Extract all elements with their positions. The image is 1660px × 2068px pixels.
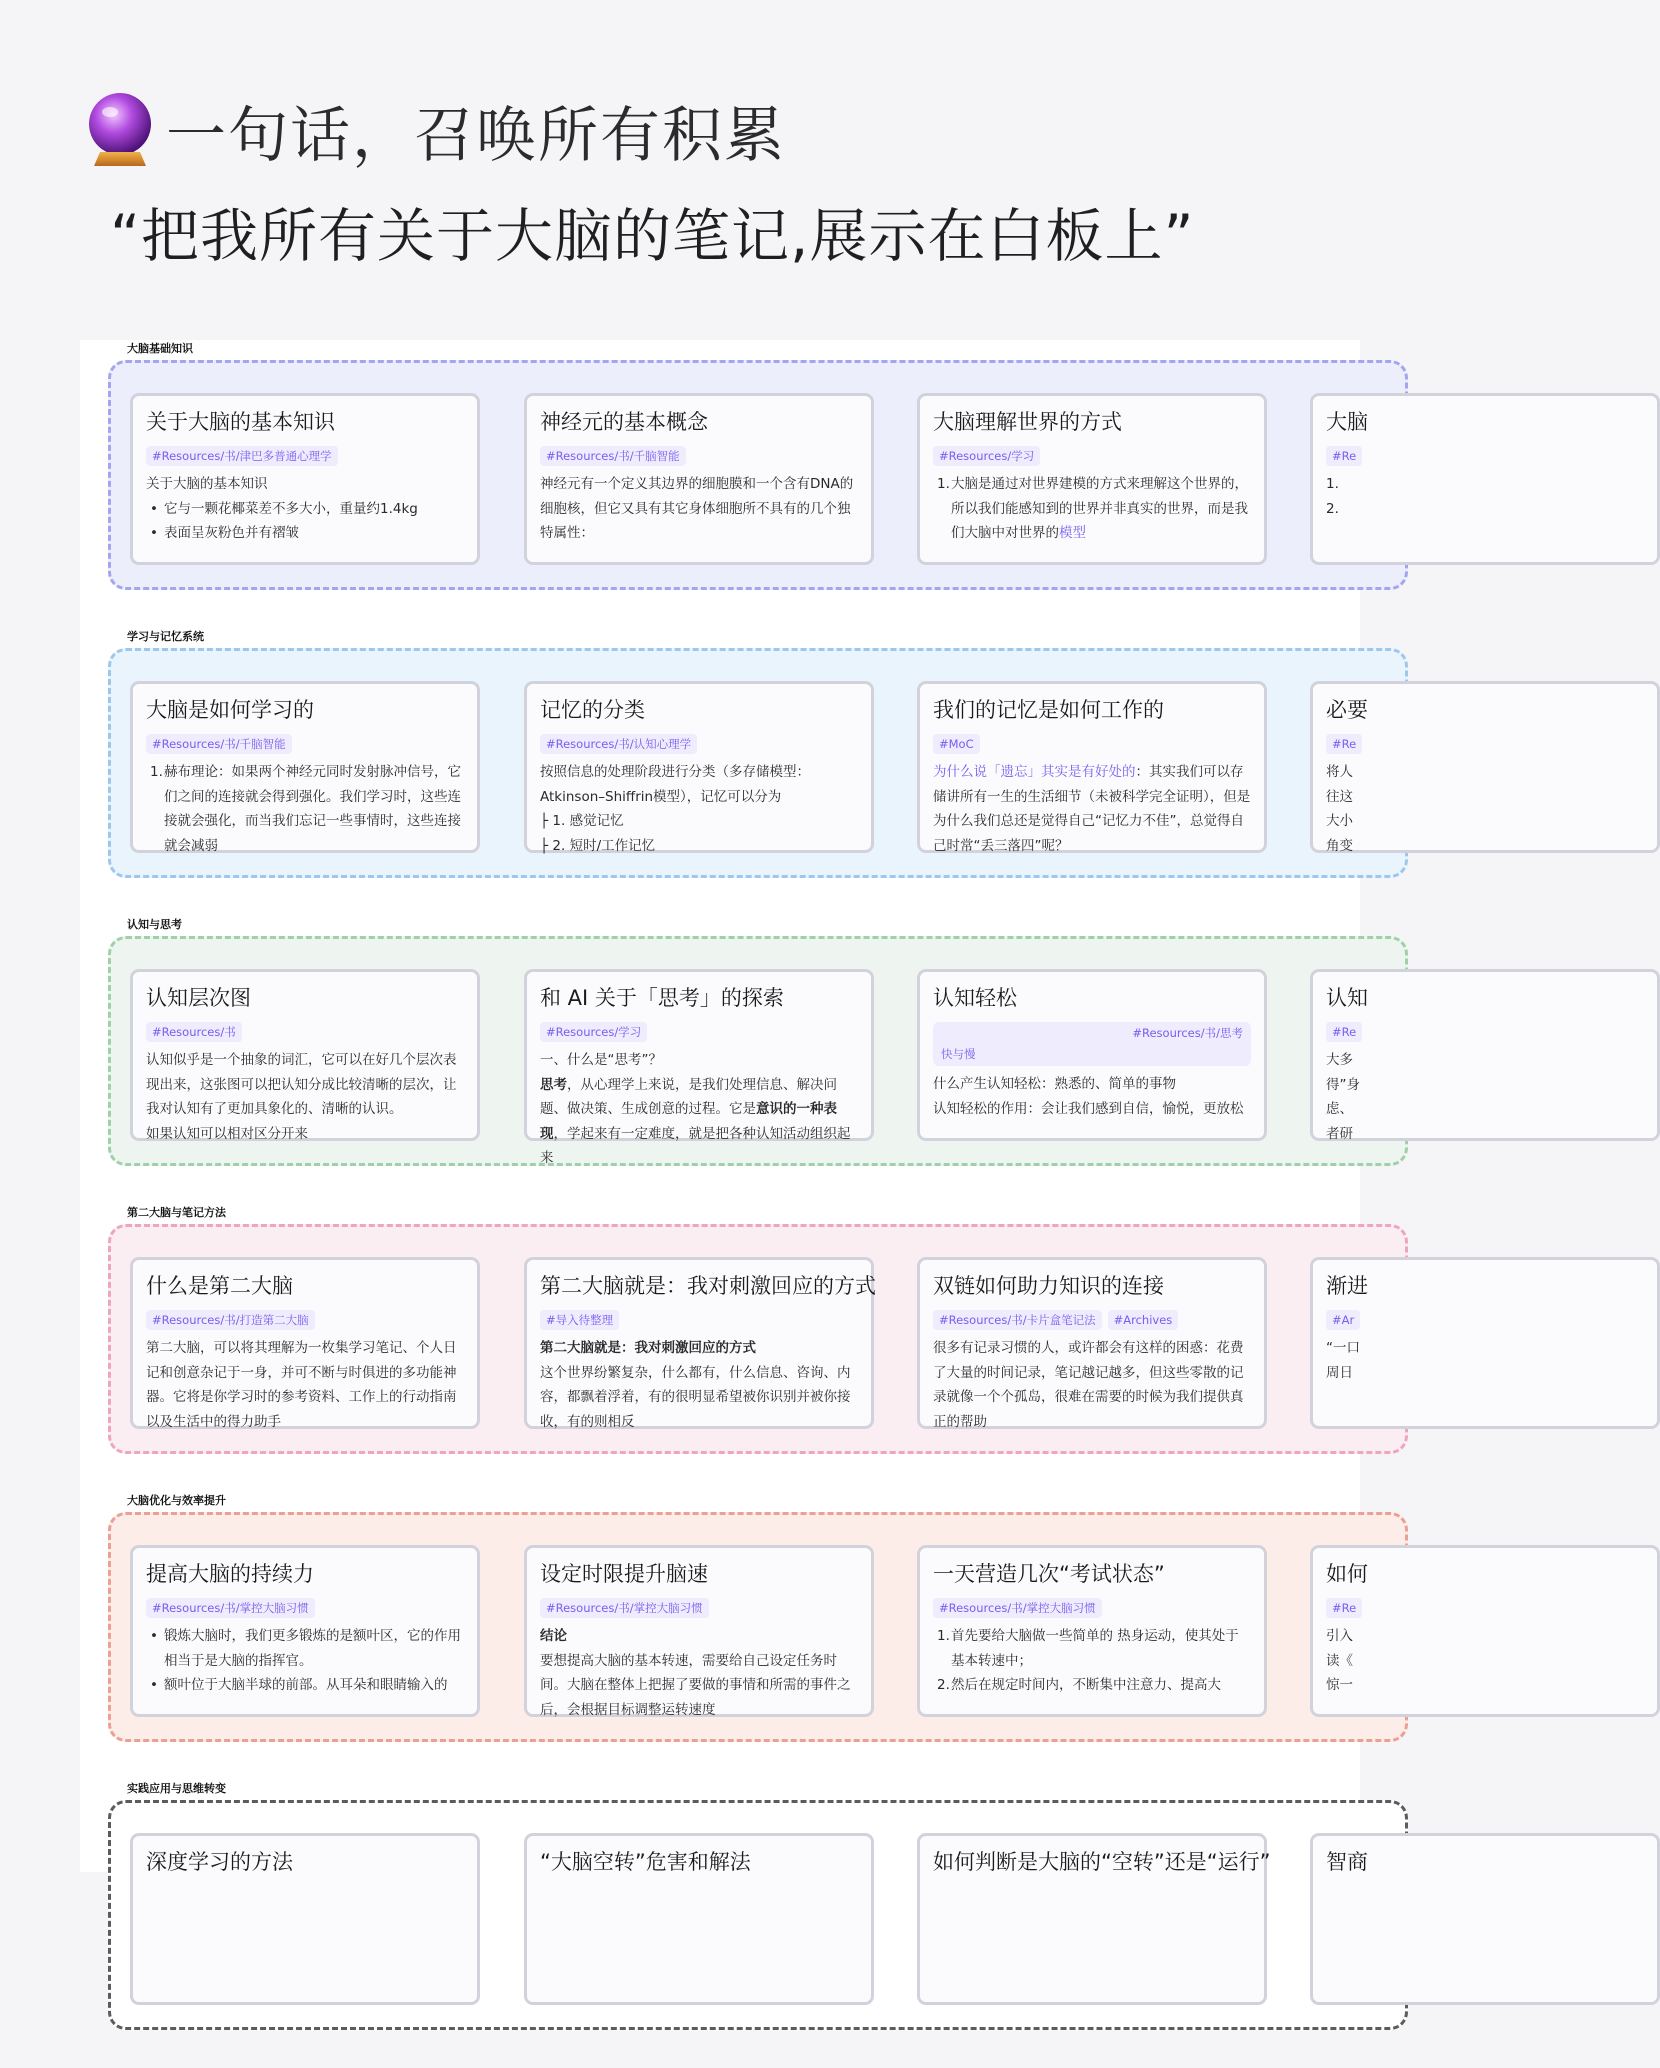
card-body — [1326, 1336, 1644, 1385]
card-title: 认知层次图 — [146, 986, 251, 1010]
card-title: 智商 — [1326, 1850, 1368, 1874]
card-text: ├ 2. 短时/工作记忆 — [540, 837, 656, 854]
card-text: 第二大脑，可以将其理解为一枚集学习笔记、个人日记和创意杂记于一身，并可不断与时俱进的多功能神器。它将是你学习时的参考资料、工作上的行动指南以及生活中的得力助手 — [146, 1340, 457, 1430]
card-text: 读《 — [1326, 1652, 1353, 1669]
tag-row — [933, 734, 1251, 754]
section-group-frame[interactable] — [108, 1800, 1408, 2030]
tag-row — [146, 734, 464, 754]
card-text: 大脑是通过对世界建模的方式来理解这个世界的，所以我们能感知到的世界并非真实的世界，而是我们大脑中对世界的 — [951, 476, 1248, 541]
card-title: 认知轻松 — [933, 986, 1017, 1010]
card-text: 认知似乎是一个抽象的词汇，它可以在好几个层次表现出来，这张图可以把认知分成比较清晰的层次，让我对认知有了更加具象化的、清晰的认识。 — [146, 1052, 457, 1117]
card-body — [146, 1336, 464, 1434]
card-text: 2. — [937, 1677, 950, 1693]
card-text: 将人 — [1326, 764, 1353, 780]
section-title: 实践应用与思维转变 — [127, 1782, 226, 1795]
card-text: 认知轻松的作用：会让我们感到自信，愉悦，更放松 — [933, 1100, 1244, 1117]
tag-chip[interactable]: #Resources/学习 — [540, 1022, 647, 1042]
section-title: 认知与思考 — [127, 918, 182, 931]
card-title: 必要 — [1326, 698, 1368, 722]
tag-chip[interactable]: #Re — [1326, 1598, 1362, 1618]
card-text: 如果认知可以相对区分开来 — [146, 1125, 308, 1142]
note-card[interactable] — [130, 969, 480, 1141]
card-text: 按照信息的处理阶段进行分类（多存储模型：Atkinson–Shiffrin模型），记忆可以分为 — [540, 764, 810, 805]
note-card[interactable] — [917, 393, 1267, 565]
note-card[interactable] — [524, 393, 874, 565]
card-title: 关于大脑的基本知识 — [146, 410, 335, 434]
tag-row — [1326, 446, 1644, 466]
card-text: 大多 — [1326, 1052, 1353, 1068]
tag-row — [540, 734, 858, 754]
card-body — [540, 472, 858, 546]
note-card[interactable] — [1310, 969, 1660, 1141]
note-card[interactable] — [130, 1257, 480, 1429]
tag-chip[interactable]: #Re — [1326, 446, 1362, 466]
card-body — [1326, 760, 1644, 858]
card-body — [933, 1336, 1251, 1434]
tag-chip[interactable]: #Resources/书 — [146, 1022, 242, 1042]
card-text: 锻炼大脑时，我们更多锻炼的是额叶区，它的作用相当于是大脑的指挥官。 — [164, 1628, 461, 1669]
card-text: 什么产生认知轻松：熟悉的、简单的事物 — [933, 1076, 1176, 1092]
card-body — [540, 1624, 858, 1722]
note-card[interactable] — [130, 1545, 480, 1717]
card-text: 这个世界纷繁复杂，什么都有，什么信息、咨询、内容，都飘着浮着，有的很明显希望被你识别并被你接收，有的则相反 — [540, 1364, 851, 1430]
card-title: 渐进 — [1326, 1274, 1368, 1298]
card-text: 者研 — [1326, 1125, 1353, 1142]
crystal-ball-icon — [84, 86, 156, 176]
tag-chip[interactable]: #Resources/书/津巴多普通心理学 — [146, 446, 338, 466]
card-body — [933, 760, 1251, 858]
card-text: 大小 — [1326, 813, 1353, 829]
section-title: 学习与记忆系统 — [127, 630, 204, 643]
board-section — [80, 1780, 1368, 2068]
tag-chip[interactable]: #Resources/书/千脑智能 — [540, 446, 686, 466]
card-text: 思考 — [540, 1076, 567, 1093]
tag-chip[interactable]: #Resources/书/卡片盒笔记法 — [933, 1310, 1102, 1330]
card-text: 引入 — [1326, 1628, 1353, 1644]
card-body — [1326, 1048, 1644, 1146]
tag-text: #Resources/书/思考 — [1132, 1026, 1243, 1040]
tag-chip[interactable]: #Resources/书/掌控大脑习惯 — [146, 1598, 315, 1618]
tag-row — [540, 1022, 858, 1042]
tag-chip[interactable] — [933, 1022, 1251, 1066]
section-group-frame[interactable] — [108, 360, 1408, 590]
card-text: “一口 — [1326, 1340, 1360, 1356]
card-text: 神经元有一个定义其边界的细胞膜和一个含有DNA的细胞核，但它又具有其它身体细胞所不具有的几个独特属性： — [540, 476, 854, 541]
tag-row — [933, 1310, 1251, 1330]
card-body — [933, 1072, 1251, 1121]
tag-chip[interactable]: #Resources/书/掌控大脑习惯 — [933, 1598, 1102, 1618]
card-body — [540, 760, 858, 858]
card-text: 结论 — [540, 1628, 567, 1644]
card-text: 很多有记录习惯的人，或许都会有这样的困惑：花费了大量的时间记录，笔记越记越多，但这些零散的记录就像一个个孤岛，很难在需要的时候为我们提供真正的帮助 — [933, 1340, 1244, 1430]
card-title: 如何 — [1326, 1562, 1368, 1586]
card-title: 深度学习的方法 — [146, 1850, 293, 1874]
tag-row — [540, 1310, 858, 1330]
card-title: 一天营造几次“考试状态” — [933, 1562, 1165, 1586]
card-text: 第二大脑就是：我对刺激回应的方式 — [540, 1340, 756, 1356]
card-text: 1. — [150, 764, 163, 780]
tag-row — [933, 1598, 1251, 1618]
card-text: ，从心理学上来说，是我们处理信息、解决问题、做决策、生成创意的过程。它是 — [540, 1076, 837, 1117]
card-text: 往这 — [1326, 788, 1353, 805]
section-group-frame[interactable] — [108, 1512, 1408, 1742]
tag-row — [146, 1598, 464, 1618]
card-text: ：其实我们可以存储讲所有一生的生活细节（未被科学完全证明），但是为什么我们总还是觉得自己“记忆力不佳”，总觉得自己时常“丢三落四”呢？ — [933, 764, 1251, 854]
note-card[interactable] — [917, 969, 1267, 1141]
tag-chip[interactable]: #Archives — [1108, 1310, 1179, 1330]
board-section — [80, 916, 1368, 1204]
card-text: 意识的一种表现 — [540, 1101, 837, 1142]
board-section — [80, 1204, 1368, 1492]
tag-row — [1326, 1598, 1644, 1618]
note-card[interactable] — [917, 681, 1267, 853]
note-card[interactable] — [524, 969, 874, 1166]
note-card[interactable] — [130, 1833, 480, 2005]
board-section — [80, 1492, 1368, 1780]
hero-title — [84, 86, 786, 176]
tag-chip[interactable]: #Resources/书/千脑智能 — [146, 734, 292, 754]
note-card[interactable] — [524, 1257, 874, 1429]
tag-chip[interactable]: #Resources/书/认知心理学 — [540, 734, 697, 754]
note-card[interactable] — [1310, 1545, 1660, 1717]
note-card[interactable] — [130, 681, 480, 853]
note-card[interactable] — [1310, 681, 1660, 853]
tag-row — [540, 446, 858, 466]
card-title: 记忆的分类 — [540, 698, 645, 722]
card-title: 第二大脑就是：我对刺激回应的方式 — [540, 1274, 876, 1298]
tag-text: 快与慢 — [941, 1047, 976, 1061]
card-title: 和 AI 关于「思考」的探索 — [540, 986, 784, 1010]
card-text: 1. — [1326, 476, 1339, 492]
note-card[interactable] — [524, 1833, 874, 2005]
card-text: 关于大脑的基本知识 — [146, 476, 268, 492]
card-body — [540, 1336, 858, 1434]
note-card[interactable] — [1310, 393, 1660, 565]
hero-subtitle: “把我所有关于大脑的笔记,展示在白板上” — [110, 202, 1195, 270]
card-text: 赫布理论：如果两个神经元同时发射脉冲信号，它们之间的连接就会得到强化。我们学习时，这些连接就会强化，而当我们忘记一些事情时，这些连接就会减弱 — [164, 764, 461, 854]
card-text: 角变 — [1326, 837, 1353, 854]
card-text: 为什么说「遗忘」其实是有好处的 — [933, 764, 1136, 780]
tag-chip[interactable]: #Re — [1326, 734, 1362, 754]
tag-row — [146, 446, 464, 466]
card-body — [1326, 472, 1644, 521]
card-text: 惊一 — [1326, 1677, 1353, 1693]
card-title: 大脑 — [1326, 410, 1368, 434]
tag-chip[interactable]: #Re — [1326, 1022, 1362, 1042]
hero-line1-text: 一句话，召唤所有积累 — [166, 101, 786, 171]
card-text: 然后在规定时间内，不断集中注意力、提高大 — [951, 1677, 1221, 1693]
note-card[interactable] — [130, 393, 480, 565]
section-title: 第二大脑与笔记方法 — [127, 1206, 226, 1219]
board-section — [80, 340, 1368, 628]
card-body — [146, 1624, 464, 1698]
card-text: 周日 — [1326, 1364, 1353, 1381]
tag-chip[interactable]: #导入待整理 — [540, 1310, 619, 1330]
card-title: 我们的记忆是如何工作的 — [933, 698, 1164, 722]
card-text: 额叶位于大脑半球的前部。从耳朵和眼睛输入的 — [164, 1677, 448, 1693]
card-title: 设定时限提升脑速 — [540, 1562, 708, 1586]
tag-chip[interactable]: #MoC — [933, 734, 980, 754]
tag-chip[interactable]: #Ar — [1326, 1310, 1360, 1330]
card-body — [146, 760, 464, 858]
card-text: 要想提高大脑的基本转速，需要给自己设定任务时间。大脑在整体上把握了要做的事情和所需的事件之后，会根据目标调整运转速度 — [540, 1652, 851, 1718]
note-card[interactable] — [917, 1257, 1267, 1429]
card-title: 神经元的基本概念 — [540, 410, 708, 434]
card-title: 什么是第二大脑 — [146, 1274, 293, 1298]
card-title: 认知 — [1326, 986, 1368, 1010]
card-title: 如何判断是大脑的“空转”还是“运行” — [933, 1850, 1271, 1874]
card-body — [146, 472, 464, 546]
card-text: ，学起来有一定难度，就是把各种认知活动组织起来 — [540, 1125, 851, 1166]
tag-row — [540, 1598, 858, 1618]
card-text: 得”身 — [1326, 1076, 1360, 1093]
card-body — [540, 1048, 858, 1171]
card-body — [146, 1048, 464, 1146]
tag-chip[interactable]: #Resources/学习 — [933, 446, 1040, 466]
card-text: 1. — [937, 1628, 950, 1644]
tag-row — [933, 446, 1251, 466]
card-text: 1. — [937, 476, 950, 492]
note-card[interactable] — [917, 1833, 1271, 2005]
tag-row — [1326, 734, 1644, 754]
board-section — [80, 628, 1368, 916]
card-body — [1326, 1624, 1644, 1698]
card-text: 虑、 — [1326, 1101, 1353, 1117]
card-text: 它与一颗花椰菜差不多大小，重量约1.4kg — [164, 500, 418, 517]
card-title: “大脑空转”危害和解法 — [540, 1850, 751, 1874]
tag-chip[interactable]: #Resources/书/打造第二大脑 — [146, 1310, 315, 1330]
section-group-frame[interactable] — [108, 936, 1408, 1166]
card-text: 首先要给大脑做一些简单的 热身运动，使其处于基本转速中； — [951, 1628, 1239, 1669]
card-text: ├ 1. 感觉记忆 — [540, 813, 624, 829]
card-body — [933, 472, 1251, 546]
note-card[interactable] — [524, 681, 874, 853]
whiteboard-canvas[interactable] — [80, 340, 1368, 1874]
card-text: 一、什么是“思考”？ — [540, 1052, 662, 1068]
note-card[interactable] — [524, 1545, 874, 1717]
card-text: 2. — [1326, 500, 1339, 517]
card-text: 模型 — [1059, 525, 1086, 541]
card-title: 双链如何助力知识的连接 — [933, 1274, 1164, 1298]
tag-row — [146, 1022, 464, 1042]
section-group-frame[interactable] — [108, 1224, 1408, 1454]
section-title: 大脑优化与效率提升 — [127, 1494, 226, 1507]
tag-row — [1326, 1310, 1644, 1330]
card-title: 提高大脑的持续力 — [146, 1562, 314, 1586]
note-card[interactable] — [1310, 1257, 1660, 1429]
note-card[interactable] — [1310, 1833, 1660, 2005]
tag-row — [146, 1310, 464, 1330]
note-card[interactable] — [917, 1545, 1267, 1717]
card-title: 大脑是如何学习的 — [146, 698, 314, 722]
card-text: 表面呈灰粉色并有褶皱 — [164, 525, 299, 541]
section-title: 大脑基础知识 — [127, 342, 193, 355]
card-title: 大脑理解世界的方式 — [933, 410, 1122, 434]
card-body — [933, 1624, 1251, 1698]
section-group-frame[interactable] — [108, 648, 1408, 878]
tag-row — [1326, 1022, 1644, 1042]
tag-chip[interactable]: #Resources/书/掌控大脑习惯 — [540, 1598, 709, 1618]
